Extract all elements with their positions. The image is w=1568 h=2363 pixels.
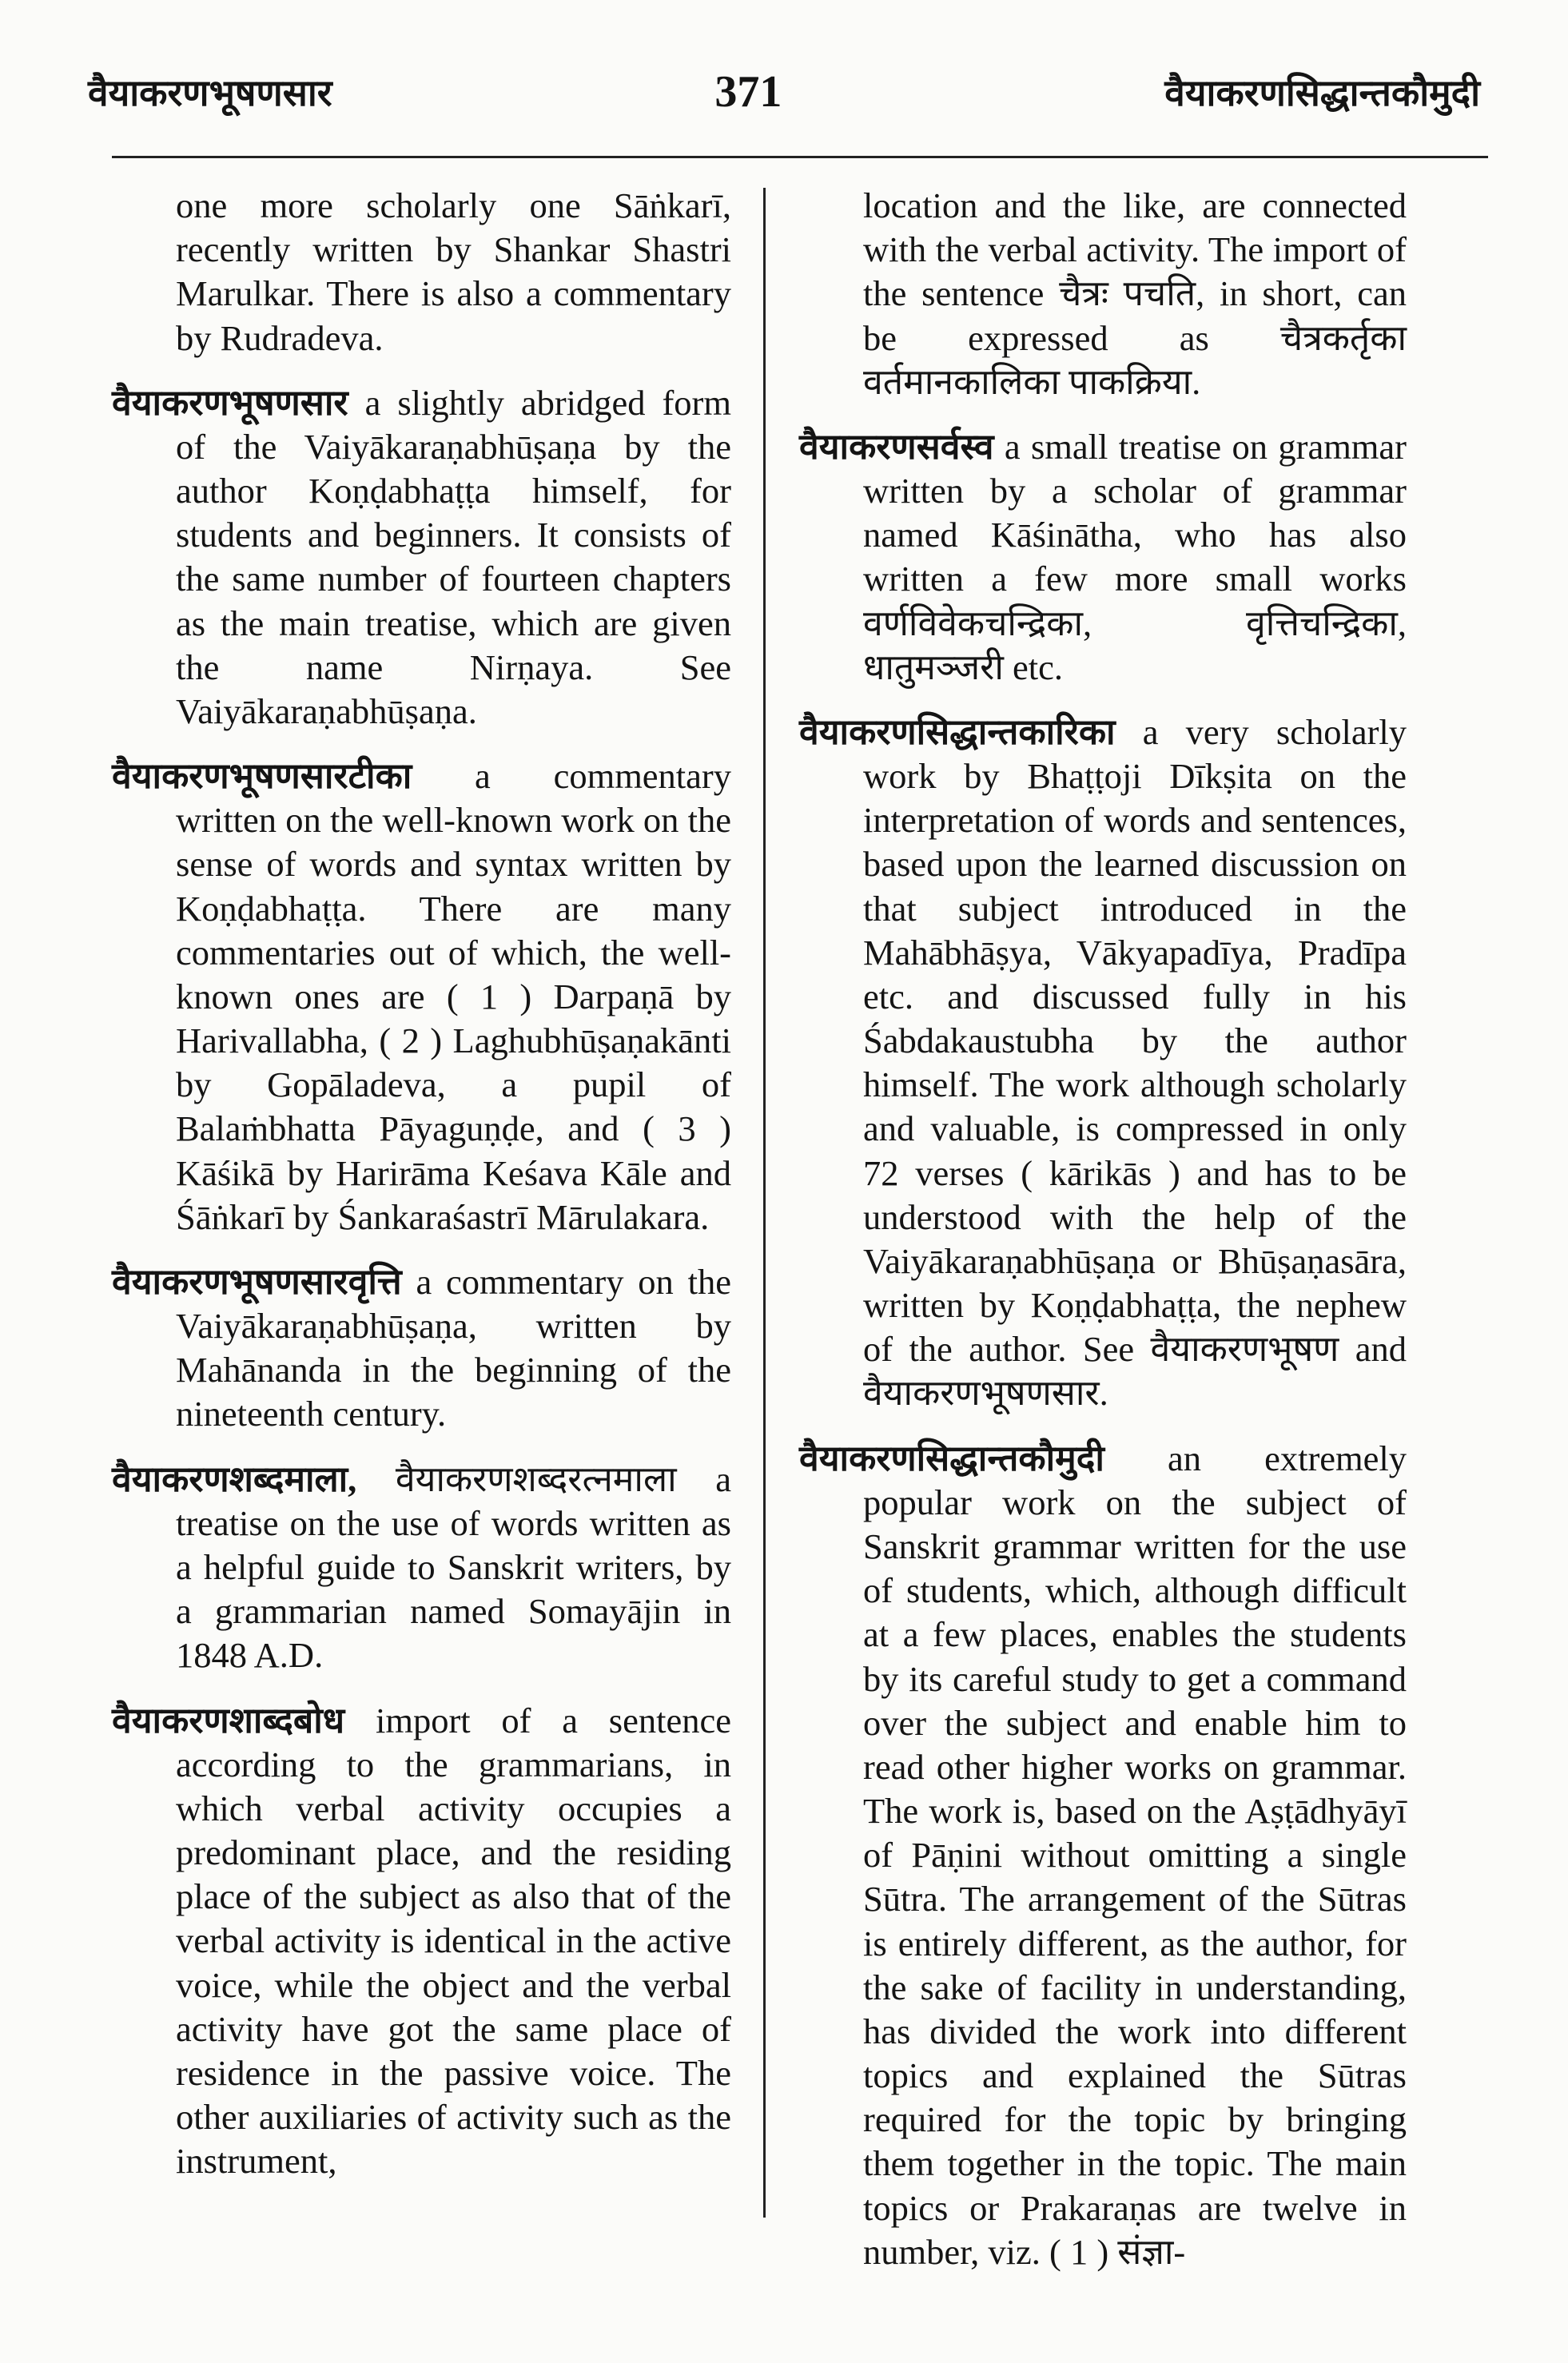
entry-text: a commentary on the Vaiyākaraṇabhūṣaṇa, written by Mahānanda in the beginning of the nineteenth century. <box>176 1261 731 1434</box>
entry-headword: वैयाकरणशब्दमाला, <box>112 1458 357 1499</box>
entry-vaiyakaranabhushanasara <box>112 381 731 734</box>
entry-continued <box>799 184 1407 404</box>
page-number: 371 <box>714 67 782 117</box>
entry-text: a slightly abridged form of the Vaiyākaraṇabhūṣaṇa by the author Koṇḍabhaṭṭa himself, for students and beginners. It consists of the same number of fourteen chapters as the main treatise, which are given the name Nirṇaya. See Vaiyākaraṇabhūṣaṇa. <box>176 382 731 731</box>
column-divider <box>763 188 766 2218</box>
header-left-headword: वैयाकरणभूषणसार <box>88 73 332 113</box>
running-header <box>88 56 1480 128</box>
entry-bhushanasaratika <box>112 754 731 1239</box>
entry-headword: वैयाकरणभूषणसार <box>112 382 348 423</box>
entry-bhushanasaravrtti <box>112 1260 731 1437</box>
entry-headword: वैयाकरणभूषणसारटीका <box>112 756 412 797</box>
entry-text: a small treatise on grammar written by a scholar of grammar named Kāśinātha, who has also written a few more small works वर्णविवेकचन्द्रिका, वृत्तिचन्द्रिका, धातुमञ्जरी etc. <box>863 426 1407 687</box>
entry-sarvasva <box>799 425 1407 690</box>
entry-text: an extremely popular work on the subject of Sanskrit grammar written for the use of students, which, although difficult at a few places, enables the students by its careful study to get a command over the subject and enable him to read other higher works on grammar. The work is, based on the Aṣṭādhyāyī of Pāṇini without omitting a single Sūtra. The arrangement of the Sūtras is entirely different, as the author, for the sake of facility in understanding, has divided the work into different topics and explained the Sūtras required for the topic by bringing them together in the topic. The main topics or Prakaraṇas are twelve in number, viz. ( 1 ) संज्ञा- <box>863 1438 1407 2272</box>
entry-text: a very scholarly work by Bhaṭṭoji Dīkṣita on the interpretation of words and sentences, based upon the learned discussion on that subject introduced in the Mahābhāṣya, Vākyapadīya, Pradīpa etc. and discussed fully in his Śabdakaustubha by the author himself. The work although scholarly and valuable, is compressed in only 72 verses ( kārikās ) and has to be understood with the help of the Vaiyākaraṇabhūṣaṇa or Bhūṣaṇasāra, written by Koṇḍabhaṭṭa, the nephew of the author. See वैयाकरणभूषण and वैयाकरणभूषणसार. <box>863 711 1407 1414</box>
entry-siddhantakarika <box>799 710 1407 1416</box>
entry-continued <box>112 184 731 360</box>
entry-headword: वैयाकरणसिद्धान्तकौमुदी <box>799 1438 1104 1478</box>
entry-text: import of a sentence according to the grammarians, in which verbal activity occupies a predominant place, and the residing place of the subject as also that of the verbal activity is identical in the active voice, while the object and the verbal activity have got the same place of residence in the passive voice. The other auxiliaries of activity such as the instrument, <box>176 1700 731 2182</box>
entry-text: a commentary written on the well-known work on the sense of words and syntax written by Koṇḍabhaṭṭa. There are many commentaries out of which, the well-known ones are ( 1 ) Darpaṇā by Harivallabha, ( 2 ) Laghubhūṣaṇakānti by Gopāladeva, a pupil of Balaṁbhatta Pāyaguṇḍe, and ( 3 ) Kāśikā by Harirāma Keśava Kāle and Śāṅkarī by Śankaraśastrī Mārulakara. <box>176 756 731 1237</box>
entry-headword: वैयाकरणशाब्दबोध <box>112 1700 345 1740</box>
entry-headword: वैयाकरणसर्वस्व <box>799 426 994 467</box>
left-column <box>112 184 731 2204</box>
entry-text: वैयाकरणशब्दरत्नमाला a treatise on the use of words written as a helpful guide to Sanskrit writers, by a grammarian named Somayājin in 1848 A.D. <box>176 1458 731 1676</box>
entry-text: one more scholarly one Sāṅkarī, recently written by Shankar Shastri Marulkar. There is also a commentary by Rudradeva. <box>176 185 731 358</box>
entry-text: location and the like, are connected with the verbal activity. The import of the sentence चैत्रः पचति, in short, can be expressed as चैत्रकर्तृका वर्तमानकालिका पाकक्रिया. <box>863 185 1407 402</box>
header-right-headword: वैयाकरणसिद्धान्तकौमुदी <box>1164 73 1480 113</box>
right-column <box>799 184 1407 2295</box>
entry-headword: वैयाकरणसिद्धान्तकारिका <box>799 711 1116 752</box>
entry-siddhantakaumudi <box>799 1437 1407 2274</box>
entry-shabdamala <box>112 1458 731 1678</box>
entry-shabdabodha <box>112 1699 731 2184</box>
entry-headword: वैयाकरणभूषणसारवृत्ति <box>112 1261 402 1302</box>
header-rule <box>112 156 1488 158</box>
